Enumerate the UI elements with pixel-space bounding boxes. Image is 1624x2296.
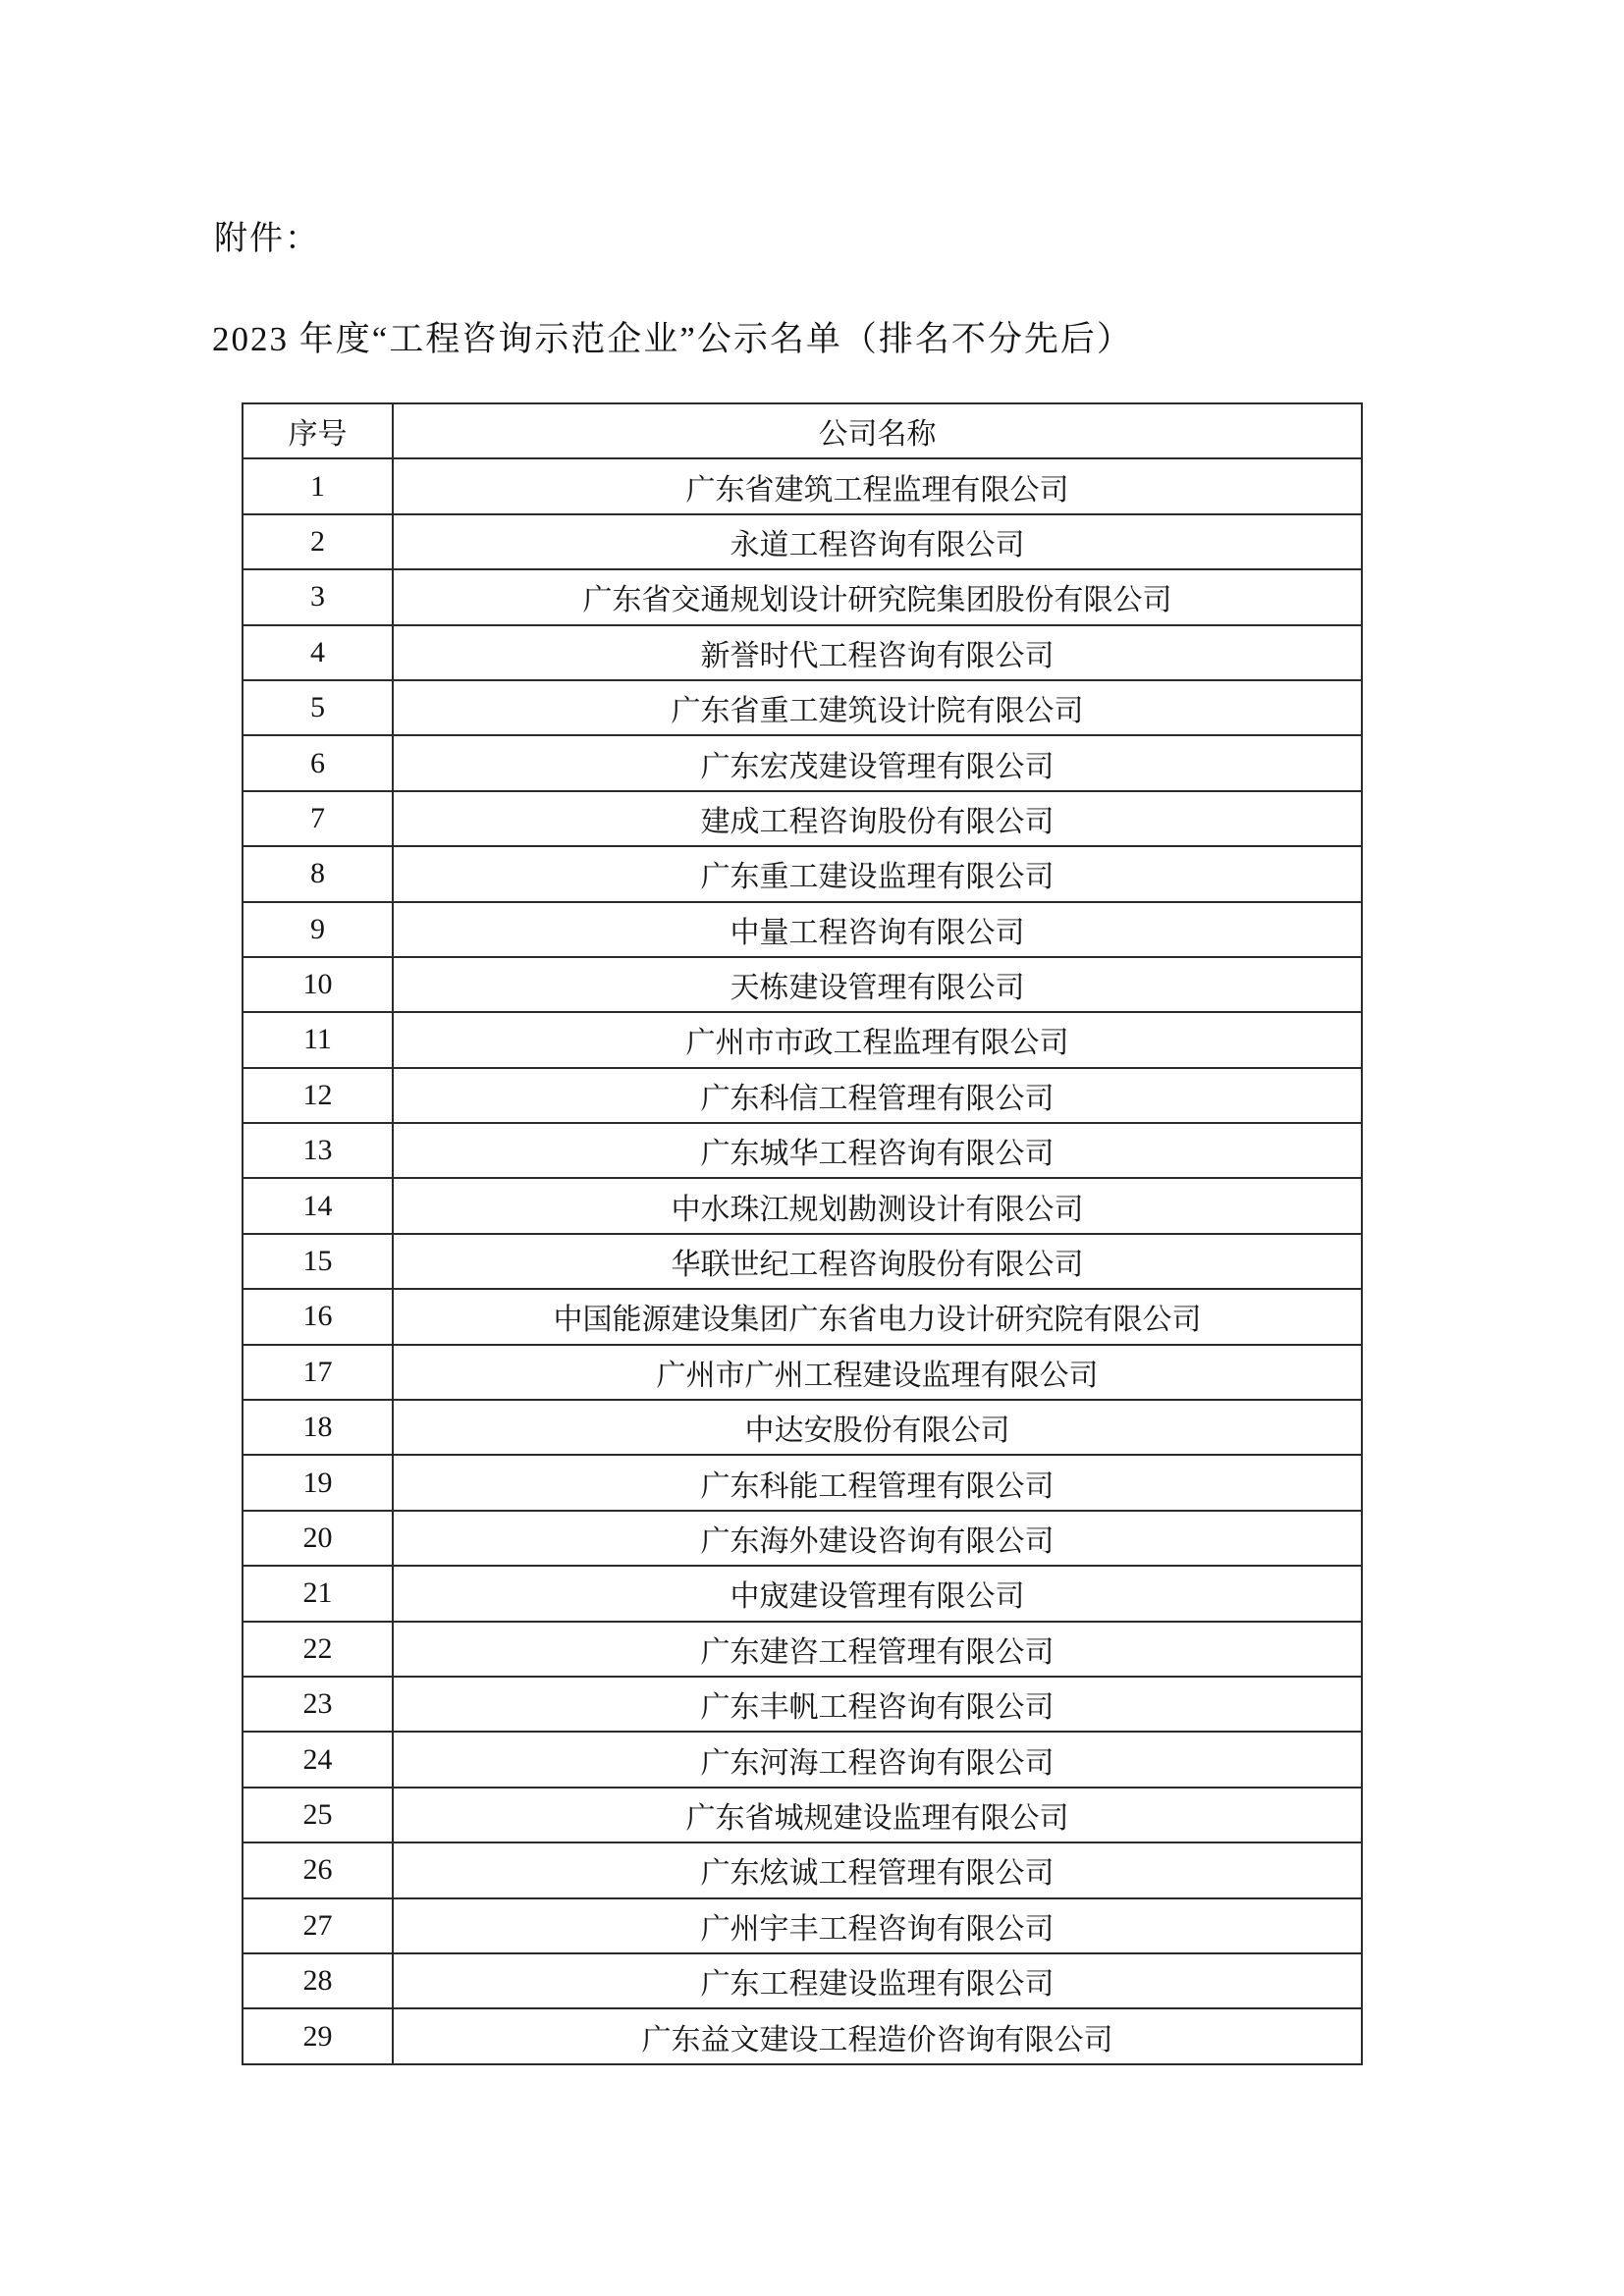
company-cell: 广东工程建设监理有限公司 [393,1953,1362,2008]
company-cell: 新誉时代工程咨询有限公司 [393,625,1362,680]
serial-cell: 22 [243,1622,393,1677]
table-row [243,569,1362,624]
serial-cell: 20 [243,1511,393,1566]
page-title: 2023 年度“工程咨询示范企业”公示名单（排名不分先后） [212,320,1133,358]
serial-cell: 23 [243,1677,393,1732]
company-cell: 天栋建设管理有限公司 [393,957,1362,1012]
company-cell: 中国能源建设集团广东省电力设计研究院有限公司 [393,1289,1362,1344]
table-row [243,1677,1362,1732]
serial-cell: 29 [243,2008,393,2063]
serial-cell: 24 [243,1732,393,1787]
table-row [243,1400,1362,1455]
table-row [243,1234,1362,1289]
serial-cell: 1 [243,458,393,513]
company-cell: 永道工程咨询有限公司 [393,514,1362,569]
table-row [243,846,1362,901]
company-cell: 广东河海工程咨询有限公司 [393,1732,1362,1787]
company-cell: 广东省建筑工程监理有限公司 [393,458,1362,513]
table-row [243,1123,1362,1178]
table-row [243,1289,1362,1344]
serial-cell: 26 [243,1842,393,1897]
table-row [243,2008,1362,2063]
serial-cell: 11 [243,1012,393,1067]
serial-cell: 18 [243,1400,393,1455]
table-row [243,1622,1362,1677]
serial-cell: 3 [243,569,393,624]
table-row [243,902,1362,957]
company-cell: 广州宇丰工程咨询有限公司 [393,1898,1362,1953]
company-cell: 广东重工建设监理有限公司 [393,846,1362,901]
serial-cell: 19 [243,1455,393,1510]
company-cell: 中达安股份有限公司 [393,1400,1362,1455]
company-cell: 中量工程咨询有限公司 [393,902,1362,957]
table-row [243,1012,1362,1067]
table-row [243,1345,1362,1400]
serial-cell: 12 [243,1068,393,1123]
serial-cell: 7 [243,791,393,846]
table-row [243,791,1362,846]
table-row [243,1842,1362,1897]
table-row [243,1898,1362,1953]
company-cell: 广东科信工程管理有限公司 [393,1068,1362,1123]
companies-table [242,402,1363,2065]
serial-cell: 16 [243,1289,393,1344]
company-cell: 广东益文建设工程造价咨询有限公司 [393,2008,1362,2063]
table-row [243,1732,1362,1787]
company-cell: 华联世纪工程咨询股份有限公司 [393,1234,1362,1289]
serial-cell: 4 [243,625,393,680]
company-cell: 广东炫诚工程管理有限公司 [393,1842,1362,1897]
serial-cell: 14 [243,1178,393,1233]
company-cell: 广州市市政工程监理有限公司 [393,1012,1362,1067]
serial-cell: 21 [243,1566,393,1621]
table-row [243,1788,1362,1842]
table-row [243,1068,1362,1123]
table-row [243,514,1362,569]
serial-cell: 9 [243,902,393,957]
serial-cell: 27 [243,1898,393,1953]
header-cell-company: 公司名称 [393,403,1362,458]
companies-table-container [242,402,1363,2065]
serial-cell: 8 [243,846,393,901]
table-row [243,1566,1362,1621]
serial-cell: 25 [243,1788,393,1842]
company-cell: 广州市广州工程建设监理有限公司 [393,1345,1362,1400]
serial-cell: 5 [243,680,393,735]
serial-cell: 2 [243,514,393,569]
table-row [243,680,1362,735]
header-cell-serial: 序号 [243,403,393,458]
table-row [243,1953,1362,2008]
company-cell: 广东海外建设咨询有限公司 [393,1511,1362,1566]
company-cell: 广东城华工程咨询有限公司 [393,1123,1362,1178]
company-cell: 中宬建设管理有限公司 [393,1566,1362,1621]
serial-cell: 10 [243,957,393,1012]
table-row [243,1511,1362,1566]
company-cell: 广东省交通规划设计研究院集团股份有限公司 [393,569,1362,624]
company-cell: 广东科能工程管理有限公司 [393,1455,1362,1510]
table-row [243,458,1362,513]
company-cell: 广东省城规建设监理有限公司 [393,1788,1362,1842]
company-cell: 中水珠江规划勘测设计有限公司 [393,1178,1362,1233]
serial-cell: 13 [243,1123,393,1178]
table-row [243,957,1362,1012]
table-row [243,1455,1362,1510]
attachment-label: 附件： [214,221,320,257]
serial-cell: 28 [243,1953,393,2008]
company-cell: 建成工程咨询股份有限公司 [393,791,1362,846]
company-cell: 广东宏茂建设管理有限公司 [393,735,1362,790]
serial-cell: 6 [243,735,393,790]
table-row [243,735,1362,790]
table-row [243,625,1362,680]
company-cell: 广东丰帆工程咨询有限公司 [393,1677,1362,1732]
table-body [243,458,1362,2063]
company-cell: 广东建咨工程管理有限公司 [393,1622,1362,1677]
serial-cell: 17 [243,1345,393,1400]
table-header-row [243,403,1362,458]
table-row [243,1178,1362,1233]
serial-cell: 15 [243,1234,393,1289]
company-cell: 广东省重工建筑设计院有限公司 [393,680,1362,735]
